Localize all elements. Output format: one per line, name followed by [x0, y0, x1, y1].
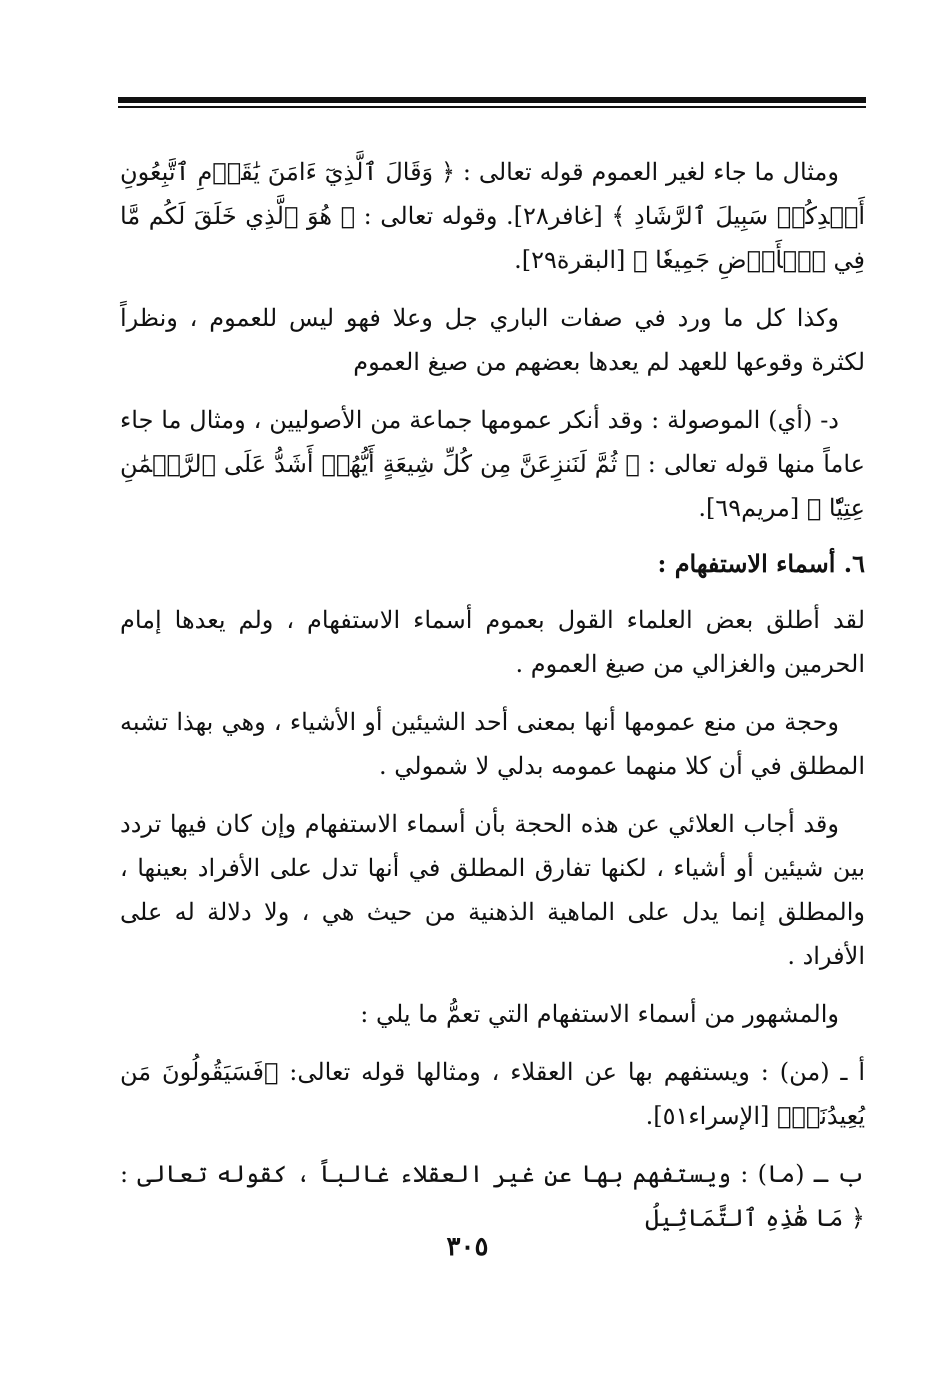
paragraph-alalai-response: وقد أجاب العلائي عن هذه الحجة بأن أسماء الاستفهام وإن كان فيها تردد بين شيئين أو أشياء ، لكنها تفارق المطلق في أنها تدل على الأفراد بعينها ، والمطلق إنما يدل على الماهية الذهنية من حيث هي ، ولا دلالة له على الأفراد .: [120, 810, 865, 970]
header-rule-thin: [118, 106, 866, 108]
paragraph-ayy-relative: د- (أي) الموصولة : وقد أنكر عمومها جماعة من الأصوليين ، ومثال ما جاء عاماً منها قوله تعالى : ﴿ ثُمَّ لَنَنزِعَنَّ مِن كُلِّ شِيعَةٍ أَيُّهُمۡ أَشَدُّ عَلَى ٱلرَّحۡمَٰنِ عِتِيّٗا ﴾ [مريم٦٩].: [120, 406, 865, 522]
paragraph-list-intro: والمشهور من أسماء الاستفهام التي تعمُّ ما يلي :: [360, 1000, 839, 1028]
paragraph-interrogatives-intro: لقد أطلق بعض العلماء القول بعموم أسماء الاستفهام ، ولم يعدها إمام الحرمين والغزالي من صيغ العموم .: [120, 606, 865, 678]
page-number: ٣٠٥: [446, 1232, 489, 1262]
paragraph-general-examples: ومثال ما جاء لغير العموم قوله تعالى : ﴿ وَقَالَ ٱلَّذِيٓ ءَامَنَ يَٰقَوۡمِ ٱتَّبِعُونِ أَهۡدِكُمۡ سَبِيلَ ٱلرَّشَادِ ﴾ [غافر٢٨]. وقوله تعالى : ﴿ هُوَ ٱلَّذِي خَلَقَ لَكُم مَّا فِي ٱلۡأَرۡضِ جَمِيعٗا ﴾ [البقرة٢٩].: [120, 158, 865, 274]
list-item-man: أ ـ (من) : ويستفهم بها عن العقلاء ، ومثالها قوله تعالى: ﴿فَسَيَقُولُونَ مَن يُعِيدُنَاۖ﴾ [الإسراء٥١].: [120, 1058, 866, 1130]
paragraph-objection: وحجة من منع عمومها أنها بمعنى أحد الشيئين أو الأشياء ، وهي بهذا تشبه المطلق في أن كلا منهما عمومه بدلي لا شمولي .: [120, 708, 865, 780]
list-item-ma: ب ـ (ما) : ويستفهم بها عن غير العقلاء غالباً ، كقوله تعالى : ﴿ مَا هَٰذِهِ ٱلتَّمَاثِيلُ: [120, 1160, 865, 1232]
section-heading-interrogatives: ٦. أسماء الاستفهام :: [657, 549, 865, 578]
page-body: [120, 150, 865, 1254]
header-rule-thick: [118, 97, 866, 103]
paragraph-attributes-note: وكذا كل ما ورد في صفات الباري جل وعلا فهو ليس للعموم ، ونظراً لكثرة وقوعها للعهد لم يعدها بعضهم من صيغ العموم: [120, 304, 865, 376]
